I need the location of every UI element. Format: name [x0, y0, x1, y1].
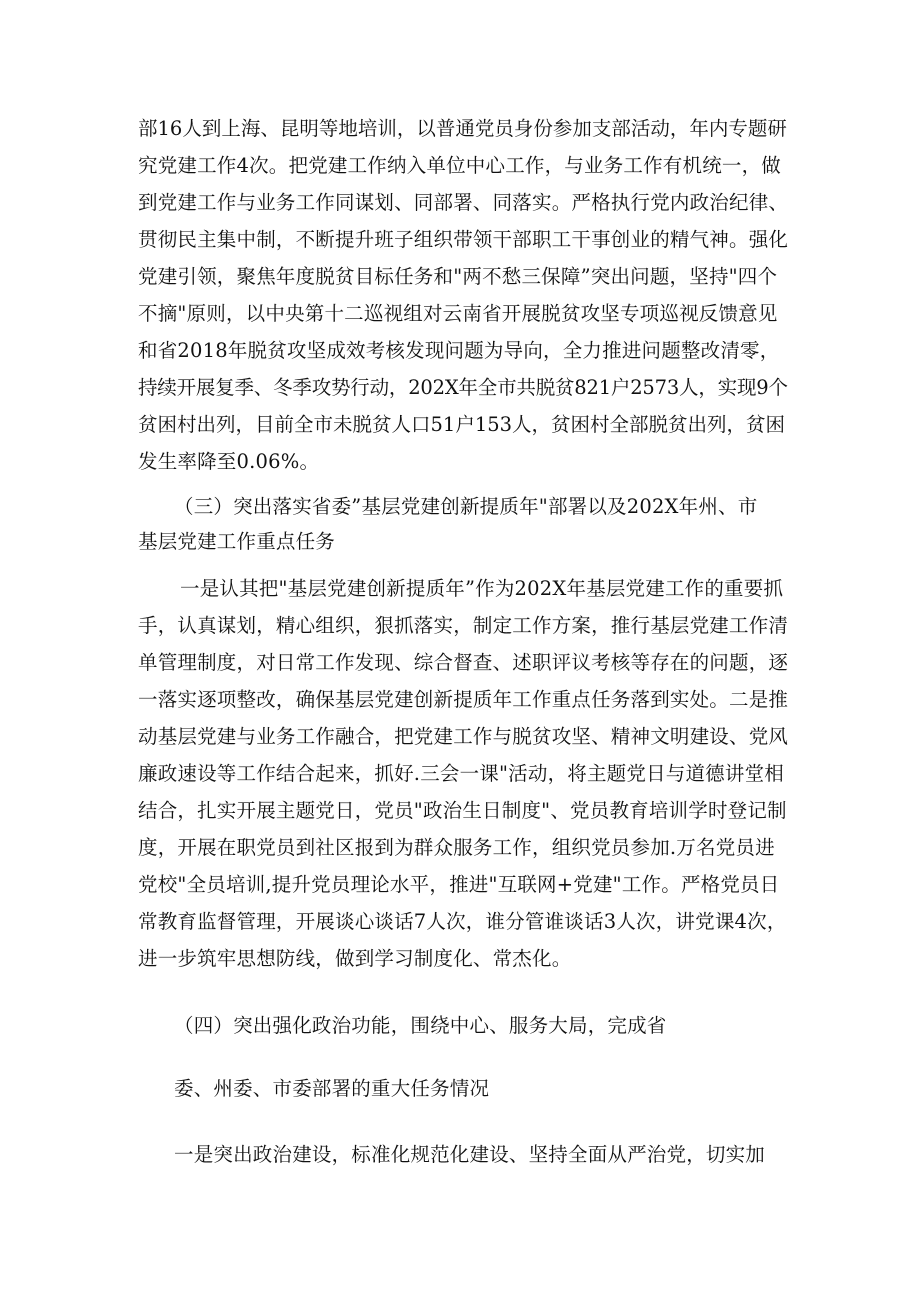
text-line: 持续开展复季、冬季攻势行动，202X年全市共脱贫821户2573人，实现9个 — [138, 376, 788, 399]
text-line: 一落实逐项整改，确保基层党建创新提质年工作重点任务落到实处。二是推 — [138, 688, 789, 711]
text-line: 发生率降至0.06%。 — [138, 450, 320, 473]
text-line: 贯彻民主集中制，不断提升班子组织带领干部职工干事创业的精气神。强化 — [138, 228, 789, 251]
text-line: 动基层党建与业务工作融合，把党建工作与脱贫攻坚、精神文明建设、党风 — [138, 725, 789, 748]
text-line: 贫困村出列，目前全市未脱贫人口51户153人，贫困村全部脱贫出列，贫困 — [138, 413, 786, 436]
text-line: 廉政速设等工作结合起来，抓好.三会一课"活动，将主题党日与道德讲堂相 — [138, 762, 784, 785]
text-line: 度，开展在职党员到社区报到为群众服务工作，组织党员参加.万名党员进 — [138, 836, 775, 859]
heading-line: （三）突出落实省委”基层党建创新提质年"部署以及202X年州、市 — [174, 495, 758, 518]
text-line: 不摘"原则，以中央第十二巡视组对云南省开展脱贫攻坚专项巡视反馈意见 — [138, 302, 778, 325]
text-line: 党校"全员培训,提升党员理论水平，推进"互联网+党建"工作。严格党员日 — [138, 873, 780, 896]
text-line: 一是认其把"基层党建创新提质年”作为202X年基层党建工作的重要抓 — [180, 577, 784, 600]
text-line: 结合，扎实开展主题党日，党员"政治生日制度"、党员教育培训学时登记制 — [138, 799, 787, 822]
text-line: 单管理制度，对日常工作发现、综合督查、述职评议考核等存在的问题，逐 — [138, 651, 789, 674]
text-line: 常教育监督管理，开展谈心谈话7人次，谁分管谁谈话3人次，讲党课4次， — [138, 910, 787, 933]
heading-line: 委、州委、市委部署的重大任务情况 — [174, 1077, 490, 1100]
text-line: 到党建工作与业务工作同谋划、同部署、同落实。严格执行党内政治纪律、 — [138, 191, 789, 214]
heading-line: 基层党建工作重点任务 — [138, 530, 336, 553]
text-line: 一是突出政治建设，标准化规范化建设、坚持全面从严治党，切实加 — [174, 1143, 766, 1166]
text-line: 党建引领，聚焦年度脱贫目标任务和"两不愁三保障”突出问题，坚持"四个 — [138, 265, 778, 288]
text-line: 和省2018年脱贫攻坚成效考核发现问题为导向，全力推进问题整改清零， — [138, 339, 780, 362]
text-line: 究党建工作4次。把党建工作纳入单位中心工作，与业务工作有机统一，做 — [138, 154, 782, 177]
text-line: 部16人到上海、昆明等地培训，以普通党员身份参加支部活动，年内专题研 — [138, 117, 787, 140]
text-line: 进一步筑牢思想防线，做到学习制度化、常杰化。 — [138, 947, 572, 970]
heading-line: （四）突出强化政治功能，围绕中心、服务大局，完成省 — [174, 1014, 667, 1037]
text-line: 手，认真谋划，精心组织，狠抓落实，制定工作方案，推行基层党建工作清 — [138, 614, 789, 637]
